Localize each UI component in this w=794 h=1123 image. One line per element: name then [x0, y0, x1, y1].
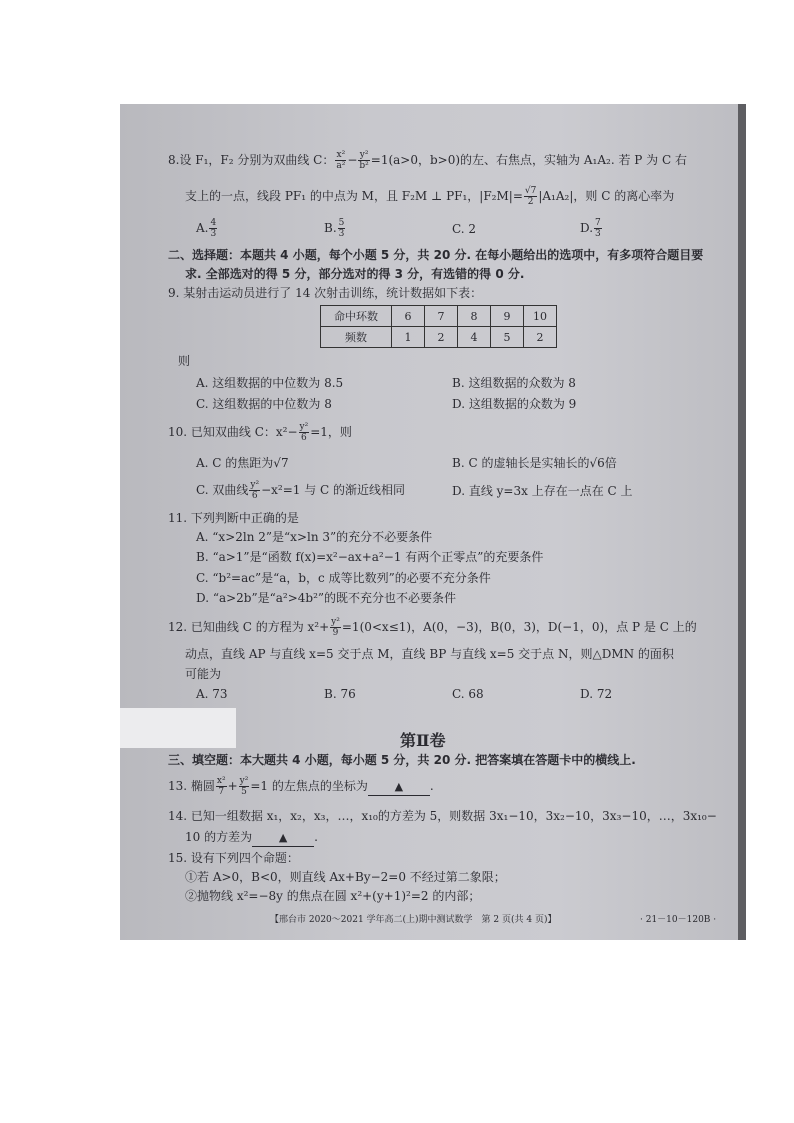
fraction: [338, 218, 346, 239]
numerator: 5: [338, 218, 345, 228]
q10-text: 10. 已知双曲线 C：x²−: [168, 425, 298, 439]
q15-item-1: ①若 A>0，B<0，则直线 Ax+By−2=0 不经过第二象限；: [185, 870, 506, 884]
q9-stem: 9. 某射击运动员进行了 14 次射击训练，统计数据如下表：: [168, 286, 483, 300]
q9-option-b: B. 这组数据的众数为 8: [452, 376, 576, 390]
numerator: 4: [210, 218, 217, 228]
table-cell: 2: [524, 327, 557, 348]
numerator: 7: [595, 218, 601, 228]
option-text: −x²=1 与 C 的渐近线相同: [261, 483, 406, 497]
q11-stem: 11. 下列判断中正确的是: [168, 511, 299, 525]
section2-heading-line2: 求. 全部选对的得 5 分，部分选对的得 3 分，有选错的得 0 分.: [185, 267, 525, 281]
table-row: [321, 306, 557, 327]
q8-line1: [168, 150, 687, 171]
fraction: [299, 422, 310, 443]
fraction: [239, 776, 250, 797]
table-cell: 1: [392, 327, 425, 348]
denominator: 6: [251, 491, 258, 501]
paper-code: · 21－10－120B ·: [640, 915, 717, 925]
numerator: x²: [336, 150, 346, 160]
numerator: y²: [299, 422, 309, 432]
triangle-icon: ▲: [394, 780, 404, 793]
numerator: x²: [216, 776, 226, 786]
q8-option-b: [324, 218, 346, 239]
paper-edge-shadow: [738, 104, 746, 940]
fraction: [216, 776, 227, 797]
table-cell: 9: [491, 306, 524, 327]
q15-stem: 15. 设有下列四个命题：: [168, 851, 299, 865]
q13-text: .: [429, 779, 434, 793]
plus-sign: +: [227, 779, 238, 793]
denominator: 2: [527, 197, 534, 207]
q10-option-a: A. C 的焦距为√7: [196, 456, 289, 470]
q8-text: 支上的一点，线段 PF₁ 的中点为 M，且 F₂M ⊥ PF₁，|F₂M|=: [185, 189, 523, 203]
q9-option-a: A. 这组数据的中位数为 8.5: [196, 376, 344, 390]
table-cell: 8: [458, 306, 491, 327]
q8-option-a: [196, 218, 218, 239]
denominator: 7: [218, 787, 225, 797]
option-label: B.: [324, 221, 337, 235]
q12-text: =1(0<x≤1)，A(0，−3)，B(0，3)，D(−1，0)，点 P 是 C 上的: [341, 620, 697, 634]
denominator: b²: [359, 161, 369, 171]
q9-then: 则: [178, 354, 191, 368]
paper-smudge: [120, 708, 236, 748]
table-cell: 5: [491, 327, 524, 348]
table-cell: 2: [425, 327, 458, 348]
fraction: [209, 218, 217, 239]
numerator: y²: [239, 776, 249, 786]
q12-line3: 可能为: [185, 667, 222, 681]
q13-text: =1 的左焦点的坐标为: [250, 779, 368, 793]
fraction: [594, 218, 602, 239]
table-cell: 6: [392, 306, 425, 327]
table-cell: 10: [524, 306, 557, 327]
q12-option-b: B. 76: [324, 687, 356, 701]
q13: [168, 776, 434, 797]
q9-option-c: C. 这组数据的中位数为 8: [196, 397, 332, 411]
q12-option-a: A. 73: [196, 687, 228, 701]
answer-blank: [252, 829, 314, 847]
q10-option-b: B. C 的虚轴长是实轴长的√6倍: [452, 456, 617, 470]
part2-title: 第Ⅱ卷: [400, 731, 446, 750]
q8-text: 8.设 F₁，F₂ 分别为双曲线 C：: [168, 153, 335, 167]
denominator: 3: [338, 229, 345, 239]
q10-option-d: D. 直线 y=3x 上存在一点在 C 上: [452, 484, 633, 498]
q8-option-c: C. 2: [452, 222, 477, 236]
fraction: [335, 150, 346, 171]
numerator: y²: [359, 150, 369, 160]
denominator: 5: [241, 787, 247, 797]
q14-text: .: [314, 830, 318, 844]
table-row: [321, 327, 557, 348]
q10-option-c: [196, 480, 405, 501]
q14-text: 10 的方差为: [185, 830, 253, 844]
q12-line1: [168, 617, 697, 638]
table-header-cell: 命中环数: [321, 306, 392, 327]
numerator: y²: [331, 617, 340, 627]
fraction: [358, 150, 369, 171]
denominator: a²: [336, 161, 346, 171]
q11-option-d: D. “a>2b”是“a²>4b²”的既不充分也不必要条件: [196, 591, 457, 605]
table-cell: 4: [458, 327, 491, 348]
denominator: 9: [332, 628, 339, 638]
q10-text: =1，则: [310, 425, 352, 439]
table-header-cell: 频数: [321, 327, 392, 348]
q9-option-d: D. 这组数据的众数为 9: [452, 397, 577, 411]
fraction: [249, 480, 260, 501]
section3-heading: 三、填空题：本大题共 4 小题，每小题 5 分，共 20 分. 把答案填在答题卡中的横线上.: [168, 753, 636, 767]
table-cell: 7: [425, 306, 458, 327]
denominator: 3: [210, 229, 217, 239]
q11-option-c: C. “b²=ac”是“a，b，c 成等比数列”的必要不充分条件: [196, 571, 491, 585]
q8-line2: [185, 186, 674, 207]
q14-line2: [185, 829, 318, 847]
option-text: C. 双曲线: [196, 483, 249, 497]
q13-text: 13. 椭圆: [168, 779, 215, 793]
fraction: [524, 186, 537, 207]
q8-option-d: [580, 218, 603, 239]
q11-option-b: B. “a>1”是“函数 f(x)=x²−ax+a²−1 有两个正零点”的充要条件: [196, 550, 544, 564]
q12-option-d: D. 72: [580, 687, 613, 701]
fraction: [330, 617, 341, 638]
q12-option-c: C. 68: [452, 687, 484, 701]
minus-sign: −: [347, 153, 358, 167]
q10-stem: [168, 422, 352, 443]
numerator: √7: [524, 186, 537, 196]
option-label: D.: [580, 221, 594, 235]
q8-text: |A₁A₂|，则 C 的离心率为: [538, 189, 675, 203]
q11-option-a: A. “x>2ln 2”是“x>ln 3”的充分不必要条件: [196, 530, 433, 544]
section2-heading-line1: 二、选择题：本题共 4 小题，每个小题 5 分，共 20 分. 在每小题给出的选项中，有多项符合题目要: [168, 248, 704, 262]
denominator: 3: [595, 229, 601, 239]
q8-text: =1(a>0，b>0)的左、右焦点，实轴为 A₁A₂. 若 P 为 C 右: [370, 153, 687, 167]
answer-blank: [368, 778, 430, 796]
denominator: 6: [301, 433, 307, 443]
page-footer: 【邢台市 2020～2021 学年高二(上)期中测试数学 第 2 页(共 4 页)】: [270, 915, 557, 925]
q15-item-2: ②抛物线 x²=−8y 的焦点在圆 x²+(y+1)²=2 的内部；: [185, 889, 481, 903]
option-label: A.: [196, 221, 209, 235]
q12-text: 12. 已知曲线 C 的方程为 x²+: [168, 620, 330, 634]
q14-line1: 14. 已知一组数据 x₁，x₂，x₃，…，x₁₀的方差为 5，则数据 3x₁−10，3x₂−10，3x₃−10，…，3x₁₀−: [168, 809, 717, 823]
triangle-icon: ▲: [278, 831, 288, 844]
frequency-table: [320, 305, 557, 348]
q12-line2: 动点，直线 AP 与直线 x=5 交于点 M，直线 BP 与直线 x=5 交于点 N，则△DMN 的面积: [185, 647, 674, 661]
numerator: y²: [250, 480, 260, 490]
